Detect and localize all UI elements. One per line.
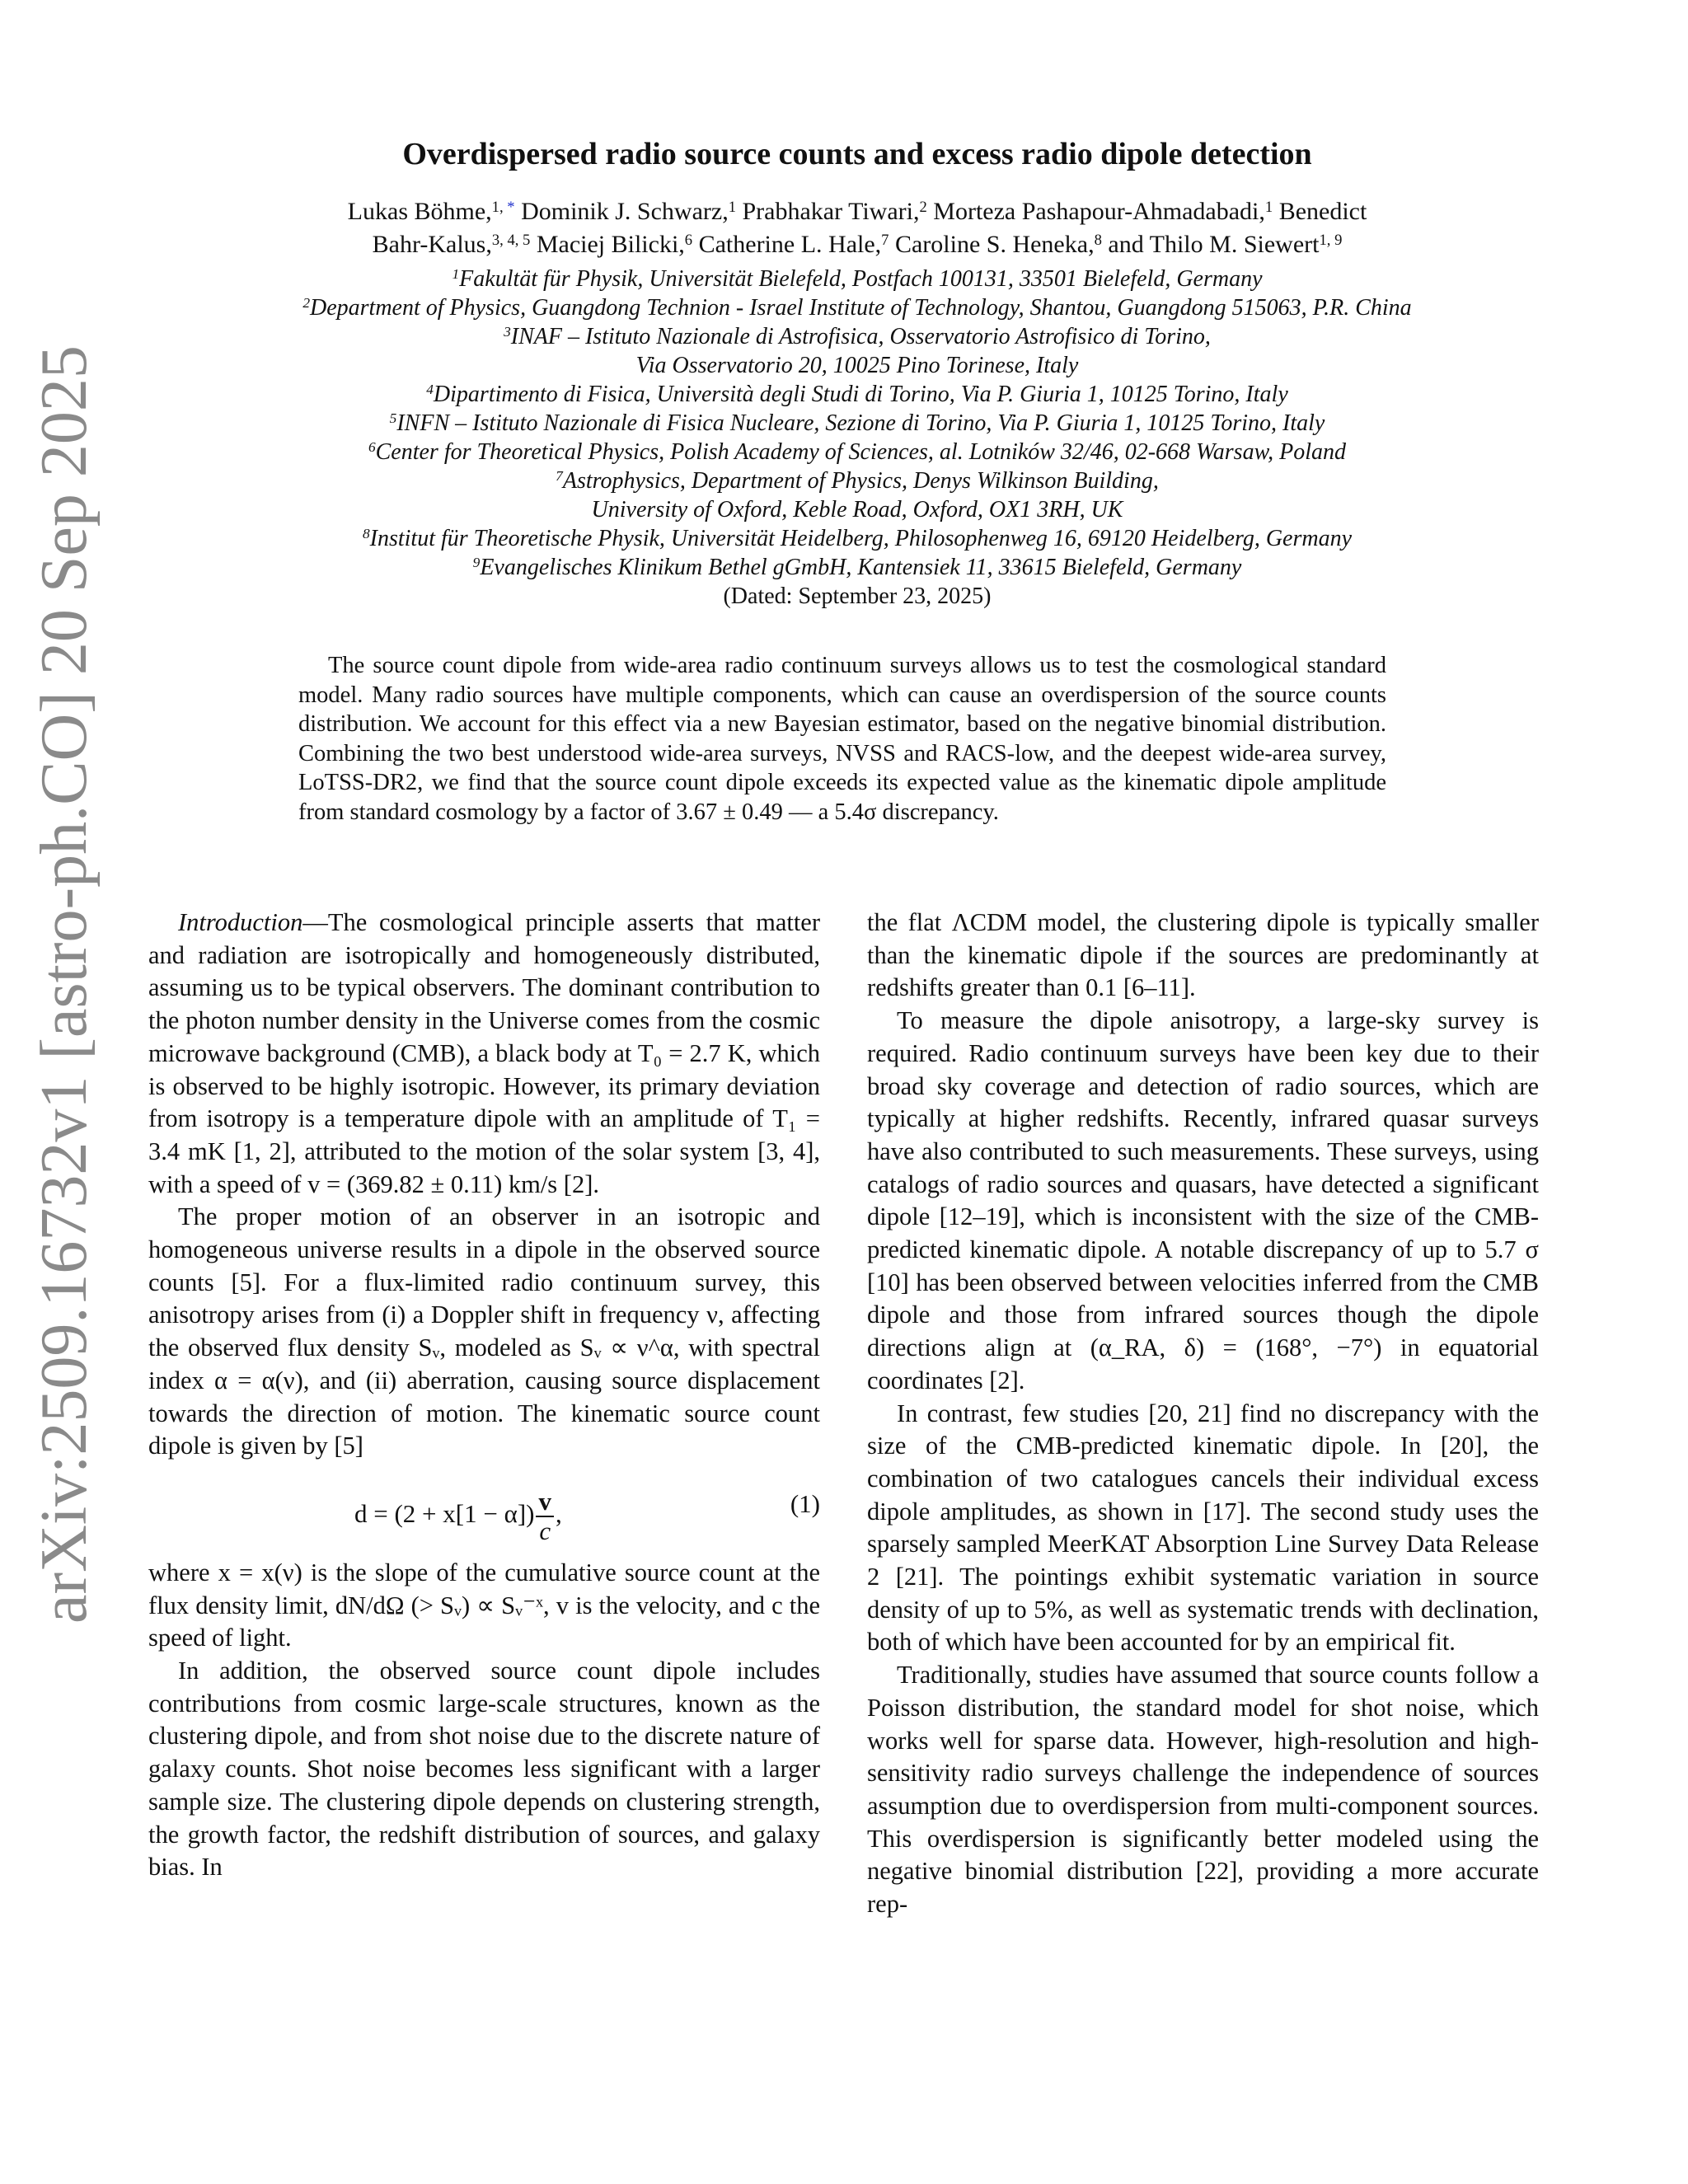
equation-number: (1) <box>790 1488 820 1518</box>
body-paragraph: In contrast, few studies [20, 21] find no discrepancy with the size of the CMB-predicted kinematic dipole. In [20], the combination of two catalogues cancels their individual excess dipole amplitudes, as shown in [17]. The second study uses the sparsely sampled MeerKAT Absorption Line Survey Data Release 2 [21]. The pointings exhibit systematic variation in source density of up to 5%, as well as systematic trends with declination, both of which have been accounted for by an empirical fit. <box>867 1399 1539 1657</box>
author-affil-sup: 3, 4, 5 <box>491 231 531 249</box>
affiliation: $^1$Fakultät für Physik, Universität Bielefeld, Postfach 100131, 33501 Bielefeld, Germany <box>452 266 1263 292</box>
affiliation: $^4$Dipartimento di Fisica, Università degli Studi di Torino, Via P. Giuria 1, 10125 Torino, Italy <box>426 382 1288 407</box>
author-affil-sup: 7 <box>881 231 889 249</box>
equation-fraction: $\frac{v}{c}$ <box>536 1488 554 1545</box>
author-name: and Thilo M. Siewert <box>1101 231 1320 258</box>
corresponding-author-mark[interactable]: * <box>503 198 515 216</box>
body-paragraph: In addition, the observed source count dipole includes contributions from cosmic large-scale structures, known as the clustering dipole, and from shot noise due to the discrete nature of galaxy counts. Shot noise becomes less significant with a larger sample size. The clustering dipole depends on clustering strength, the growth factor, the redshift distribution of sources, and galaxy bias. In <box>148 1657 820 1882</box>
affiliation-list <box>165 265 1550 582</box>
affiliation: $^9$Evangelisches Klinikum Bethel gGmbH, Kantensiek 11, 33615 Bielefeld, Germany <box>472 555 1242 580</box>
author-name: Maciej Bilicki, <box>530 231 685 258</box>
affiliation: $^2$Department of Physics, Guangdong Technion - Israel Institute of Technology, Shantou, Guangdong 515063, P.R. China <box>302 295 1412 321</box>
affiliation: $^7$Astrophysics, Department of Physics, Denys Wilkinson Building, <box>556 468 1159 494</box>
author-affil-sup: 1, <box>491 198 504 216</box>
author-affil-sup: 6 <box>684 231 693 249</box>
date-line: (Dated: September 23, 2025) <box>723 583 992 609</box>
author-name: Caroline S. Heneka, <box>889 231 1095 258</box>
body-paragraph: where x = x(ν) is the slope of the cumulative source count at the flux density limit, dN/dΩ (> Sᵥ) ∝ Sᵥ⁻ˣ, v is the velocity, and c the speed of light. <box>148 1558 820 1652</box>
body-paragraph: the flat ΛCDM model, the clustering dipole is typically smaller than the kinematic dipole if the sources are predominantly at redshifts greater than 0.1 [6–11]. <box>867 908 1539 1002</box>
body-paragraph: Traditionally, studies have assumed that source counts follow a Poisson distribution, the standard model for shot noise, which works well for sparse data. However, high-resolution and high-sensitivity radio surveys challenge the independence of sources assumption due to overdispersion from multi-component sources. This overdispersion is significantly better modeled using the negative binomial distribution [22], providing a more accurate rep- <box>867 1661 1539 1919</box>
affiliation-continued: University of Oxford, Keble Road, Oxford, OX1 3RH, UK <box>591 497 1123 523</box>
author-affil-sup: 1 <box>1264 198 1273 216</box>
author-name: Benedict <box>1273 198 1367 225</box>
author-affil-sup: 1 <box>728 198 736 216</box>
equation-1 <box>148 1469 820 1552</box>
arxiv-identifier: arXiv:2509.16732v1 [astro-ph.CO] 20 Sep 2025 <box>28 345 101 1624</box>
author-affil-sup: 2 <box>919 198 927 216</box>
author-line-1 <box>206 195 1508 228</box>
author-name: Catherine L. Hale, <box>692 231 882 258</box>
author-line-2 <box>206 228 1508 261</box>
section-label-introduction: Introduction <box>178 908 303 936</box>
body-paragraph: The proper motion of an observer in an isotropic and homogeneous universe results in a dipole in the observed source counts [5]. For a flux-limited radio continuum survey, this anisotropy arises from (i) a Doppler shift in frequency ν, affecting the observed flux density Sᵥ, modeled as Sᵥ ∝ ν^α, with spectral index α = α(ν), and (ii) aberration, causing source displacement towards the direction of motion. The kinematic source count dipole is given by [5] <box>148 1202 820 1460</box>
author-name: Dominik J. Schwarz, <box>514 198 729 225</box>
author-affil-sup: 8 <box>1094 231 1102 249</box>
paper-header <box>165 136 1550 612</box>
author-name: Lukas Böhme, <box>347 198 492 225</box>
author-list <box>206 195 1508 261</box>
intro-paragraph: Introduction—The cosmological principle asserts that matter and radiation are isotropically and homogeneously distributed, assuming us to be typical observers. The dominant contribution to the photon number density in the Universe comes from the cosmic microwave background (CMB), a black body at T₀ = 2.7 K, which is observed to be highly isotropic. However, its primary deviation from isotropy is a temperature dipole with an amplitude of T₁ = 3.4 mK [1, 2], attributed to the motion of the solar system [3, 4], with a speed of v = (369.82 ± 0.11) km/s [2]. <box>148 908 820 1198</box>
affiliation: $^5$INFN – Istituto Nazionale di Fisica Nucleare, Sezione di Torino, Via P. Giuria 1, 10125 Torino, Italy <box>389 410 1325 436</box>
affiliation-continued: Via Osservatorio 20, 10025 Pino Torinese, Italy <box>635 353 1079 378</box>
body-paragraph: To measure the dipole anisotropy, a large-sky survey is required. Radio continuum surveys have been key due to their broad sky coverage and detection of radio sources, which are typically at higher redshifts. Recently, infrared quasar surveys have also contributed to such measurements. These surveys, using catalogs of radio sources and quasars, have detected a significant dipole [12–19], which is inconsistent with the size of the CMB-predicted kinematic dipole. A notable discrepancy of up to 5.7 σ [10] has been observed between velocities inferred from the CMB dipole and those from infrared sources though the dipole directions align at (α_RA, δ) = (168°, −7°) in equatorial coordinates [2]. <box>867 1006 1539 1394</box>
equation-body: d = (2 + x[1 − α]) $\frac{v}{c}$ , <box>354 1486 562 1545</box>
abstract: The source count dipole from wide-area radio continuum surveys allows us to test the cosmological standard model. Many radio sources have multiple components, which can cause an overdispersion of the source counts distribution. We account for this effect via a new Bayesian estimator, based on the negative binomial distribution. Combining the two best understood wide-area surveys, NVSS and RACS-low, and the deepest wide-area survey, LoTSS-DR2, we find that the source count dipole exceeds its expected value as the kinematic dipole amplitude from standard cosmology by a factor of 3.67 ± 0.49 — a 5.4σ discrepancy. <box>298 653 1386 825</box>
author-name: Morteza Pashapour-Ahmadabadi, <box>926 198 1265 225</box>
author-name: Prabhakar Tiwari, <box>736 198 920 225</box>
paper-title: Overdispersed radio source counts and excess radio dipole detection <box>402 137 1312 171</box>
affiliation: $^8$Institut für Theoretische Physik, Universität Heidelberg, Philosophenweg 16, 69120 Heidelberg, Germany <box>362 526 1353 551</box>
author-affil-sup: 1, 9 <box>1319 231 1343 249</box>
right-column <box>867 907 1539 1921</box>
affiliation: $^3$INAF – Istituto Nazionale di Astrofisica, Osservatorio Astrofisico di Torino, <box>504 324 1211 349</box>
left-column <box>148 907 820 1884</box>
author-name: Bahr-Kalus, <box>372 231 492 258</box>
affiliation: $^6$Center for Theoretical Physics, Polish Academy of Sciences, al. Lotników 32/46, 02-668 Warsaw, Poland <box>368 439 1347 465</box>
